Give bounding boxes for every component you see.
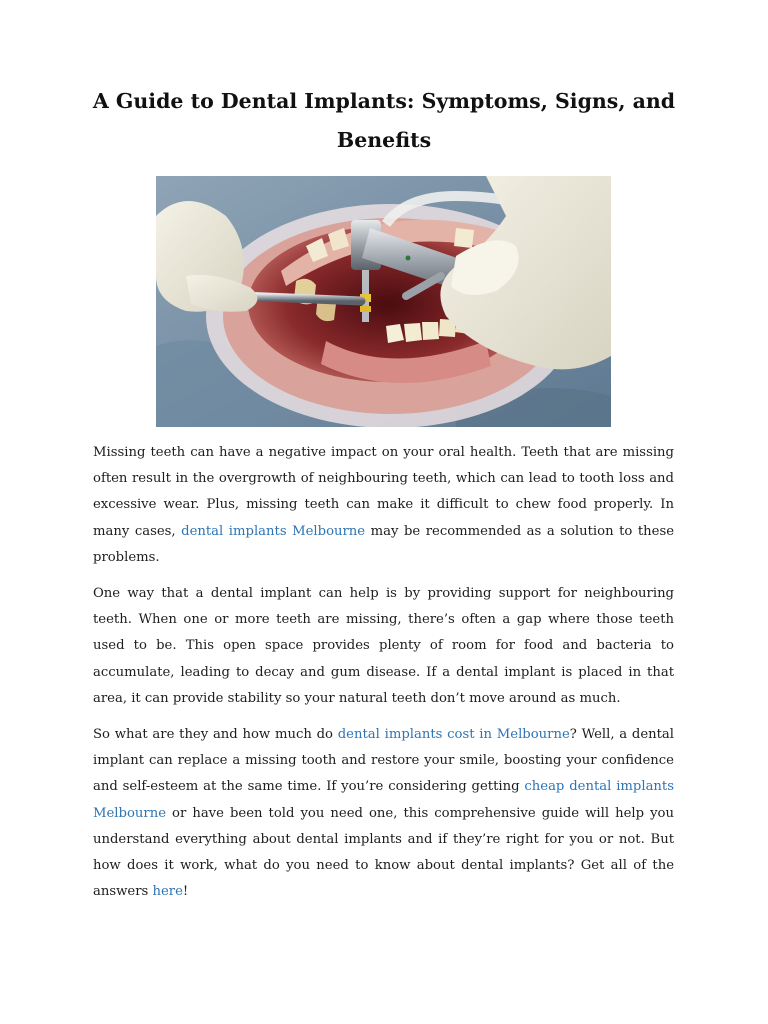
paragraph-1-text-end: may be recommended as a solution to these problems. (93, 523, 675, 565)
paragraph-3 (93, 722, 674, 905)
paragraph-3-text-part4: ! (182, 884, 189, 900)
paragraph-1 (93, 440, 674, 571)
link-cheap-dental-implants[interactable]: cheap dental implants Melbourne (93, 779, 674, 821)
paragraph-2: One way that a dental implant can help is by providing support for neighbouring teeth. When one or more teeth are missing, there’s often a gap where those teeth used to be. This open space provides plenty of room for food and bacteria to accumulate, leading to decay and gum disease. If a dental implant is placed in that area, it can provide stability so your natural teeth don’t move around as much. (93, 586, 674, 706)
paragraph-3-text-part1: So what are they and how much do (93, 727, 338, 742)
link-dental-implants-melbourne[interactable]: dental implants Melbourne (181, 523, 366, 539)
paragraph-1-text-start: Missing teeth can have a negative impact on your oral health. Teeth that are missing often result in the overgrowth of neighbouring teeth, which can lead to tooth loss and excessive wear. Plus, missing teeth can make it difficult to chew food properly. In many cases, (93, 445, 674, 539)
dental-procedure-illustration (156, 176, 611, 427)
dental-implant-photo (156, 176, 611, 427)
link-dental-implants-cost[interactable]: dental implants cost in Melbourne (337, 727, 570, 742)
link-here[interactable]: here (152, 884, 183, 900)
page-title: A Guide to Dental Implants: Symptoms, Signs, and Benefits (92, 89, 676, 152)
paragraph-3-text-part2: ? Well, a dental implant can replace a missing tooth and restore your smile, boosting your confidence and self-esteem at the same time. If you’re considering getting (93, 727, 674, 795)
paragraph-3-text-part3: or have been told you need one, this comprehensive guide will help you understand everything about dental implants and if they’re right for you or not. But how does it work, what do you need to know about dental implants? Get all of the answers (93, 805, 674, 900)
